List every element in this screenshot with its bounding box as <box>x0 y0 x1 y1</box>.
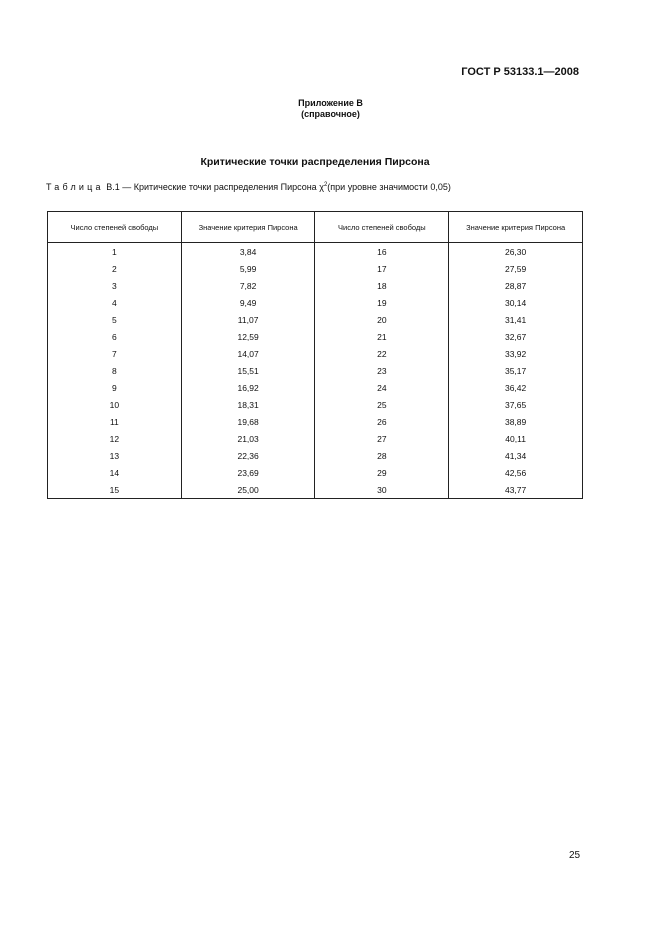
column-header: Значение критерия Пирсона <box>181 212 315 243</box>
table-cell: 21 <box>315 328 449 345</box>
table-cell: 5 <box>48 311 182 328</box>
table-cell: 23 <box>315 362 449 379</box>
table-cell: 14,07 <box>181 345 315 362</box>
table-cell: 35,17 <box>449 362 583 379</box>
table-cell: 26,30 <box>449 243 583 261</box>
table-cell: 27 <box>315 430 449 447</box>
column-header: Число степеней свободы <box>315 212 449 243</box>
table-cell: 15 <box>48 481 182 499</box>
table-cell: 6 <box>48 328 182 345</box>
table-cell: 4 <box>48 294 182 311</box>
table-row <box>48 396 583 413</box>
table-cell: 22,36 <box>181 447 315 464</box>
table-caption <box>46 182 451 192</box>
table-cell: 42,56 <box>449 464 583 481</box>
table-cell: 41,34 <box>449 447 583 464</box>
table-cell: 38,89 <box>449 413 583 430</box>
table-cell: 25,00 <box>181 481 315 499</box>
table-cell: 7,82 <box>181 277 315 294</box>
table-cell: 40,11 <box>449 430 583 447</box>
table-cell: 26 <box>315 413 449 430</box>
table-cell: 14 <box>48 464 182 481</box>
table-cell: 23,69 <box>181 464 315 481</box>
table-cell: 21,03 <box>181 430 315 447</box>
table-row <box>48 277 583 294</box>
table-cell: 9,49 <box>181 294 315 311</box>
chi-symbol: χ <box>319 182 324 192</box>
table-body <box>48 243 583 499</box>
chi-superscript: 2 <box>323 182 328 188</box>
table-cell: 27,59 <box>449 260 583 277</box>
table-cell: 32,67 <box>449 328 583 345</box>
table-cell: 30 <box>315 481 449 499</box>
table-row <box>48 413 583 430</box>
table-cell: 30,14 <box>449 294 583 311</box>
table-cell: 13 <box>48 447 182 464</box>
table-cell: 3,84 <box>181 243 315 261</box>
table-cell: 16,92 <box>181 379 315 396</box>
table-cell: 37,65 <box>449 396 583 413</box>
table-cell: 8 <box>48 362 182 379</box>
appendix-heading <box>0 98 661 120</box>
table-cell: 16 <box>315 243 449 261</box>
table-cell: 17 <box>315 260 449 277</box>
table-cell: 11,07 <box>181 311 315 328</box>
table-cell: 5,99 <box>181 260 315 277</box>
table-cell: 1 <box>48 243 182 261</box>
table-row <box>48 260 583 277</box>
column-header: Число степеней свободы <box>48 212 182 243</box>
table-cell: 15,51 <box>181 362 315 379</box>
table-cell: 7 <box>48 345 182 362</box>
table-cell: 33,92 <box>449 345 583 362</box>
table-caption-label: Таблица <box>46 182 104 192</box>
table-caption-number: В.1 <box>106 182 120 192</box>
table-cell: 31,41 <box>449 311 583 328</box>
column-header: Значение критерия Пирсона <box>449 212 583 243</box>
table-header-row <box>48 212 583 243</box>
page-number: 25 <box>569 850 581 861</box>
table-cell: 12 <box>48 430 182 447</box>
table-row <box>48 379 583 396</box>
appendix-title: Приложение В <box>298 98 363 108</box>
table-cell: 19,68 <box>181 413 315 430</box>
table-caption-text: — Критические точки распределения Пирсона <box>122 182 317 192</box>
table-cell: 11 <box>48 413 182 430</box>
table-row <box>48 328 583 345</box>
table-row <box>48 311 583 328</box>
table-cell: 2 <box>48 260 182 277</box>
standard-number: ГОСТ Р 53133.1—2008 <box>461 66 579 78</box>
table-cell: 20 <box>315 311 449 328</box>
table-cell: 18,31 <box>181 396 315 413</box>
table-cell: 24 <box>315 379 449 396</box>
table-cell: 10 <box>48 396 182 413</box>
table-cell: 25 <box>315 396 449 413</box>
table-cell: 9 <box>48 379 182 396</box>
table-cell: 18 <box>315 277 449 294</box>
table-row <box>48 345 583 362</box>
table-cell: 36,42 <box>449 379 583 396</box>
table-cell: 12,59 <box>181 328 315 345</box>
table-row <box>48 481 583 499</box>
table-row <box>48 464 583 481</box>
table-caption-suffix: (при уровне значимости 0,05) <box>327 182 451 192</box>
pearson-critical-points-table <box>47 211 583 499</box>
appendix-subtitle: (справочное) <box>301 109 360 119</box>
table-row <box>48 294 583 311</box>
table-row <box>48 447 583 464</box>
table-cell: 19 <box>315 294 449 311</box>
table-row <box>48 362 583 379</box>
table-cell: 28 <box>315 447 449 464</box>
table-cell: 3 <box>48 277 182 294</box>
table-cell: 28,87 <box>449 277 583 294</box>
table-cell: 29 <box>315 464 449 481</box>
table-row <box>48 430 583 447</box>
table-cell: 22 <box>315 345 449 362</box>
table-cell: 43,77 <box>449 481 583 499</box>
table-row <box>48 243 583 261</box>
section-title: Критические точки распределения Пирсона <box>200 156 430 168</box>
